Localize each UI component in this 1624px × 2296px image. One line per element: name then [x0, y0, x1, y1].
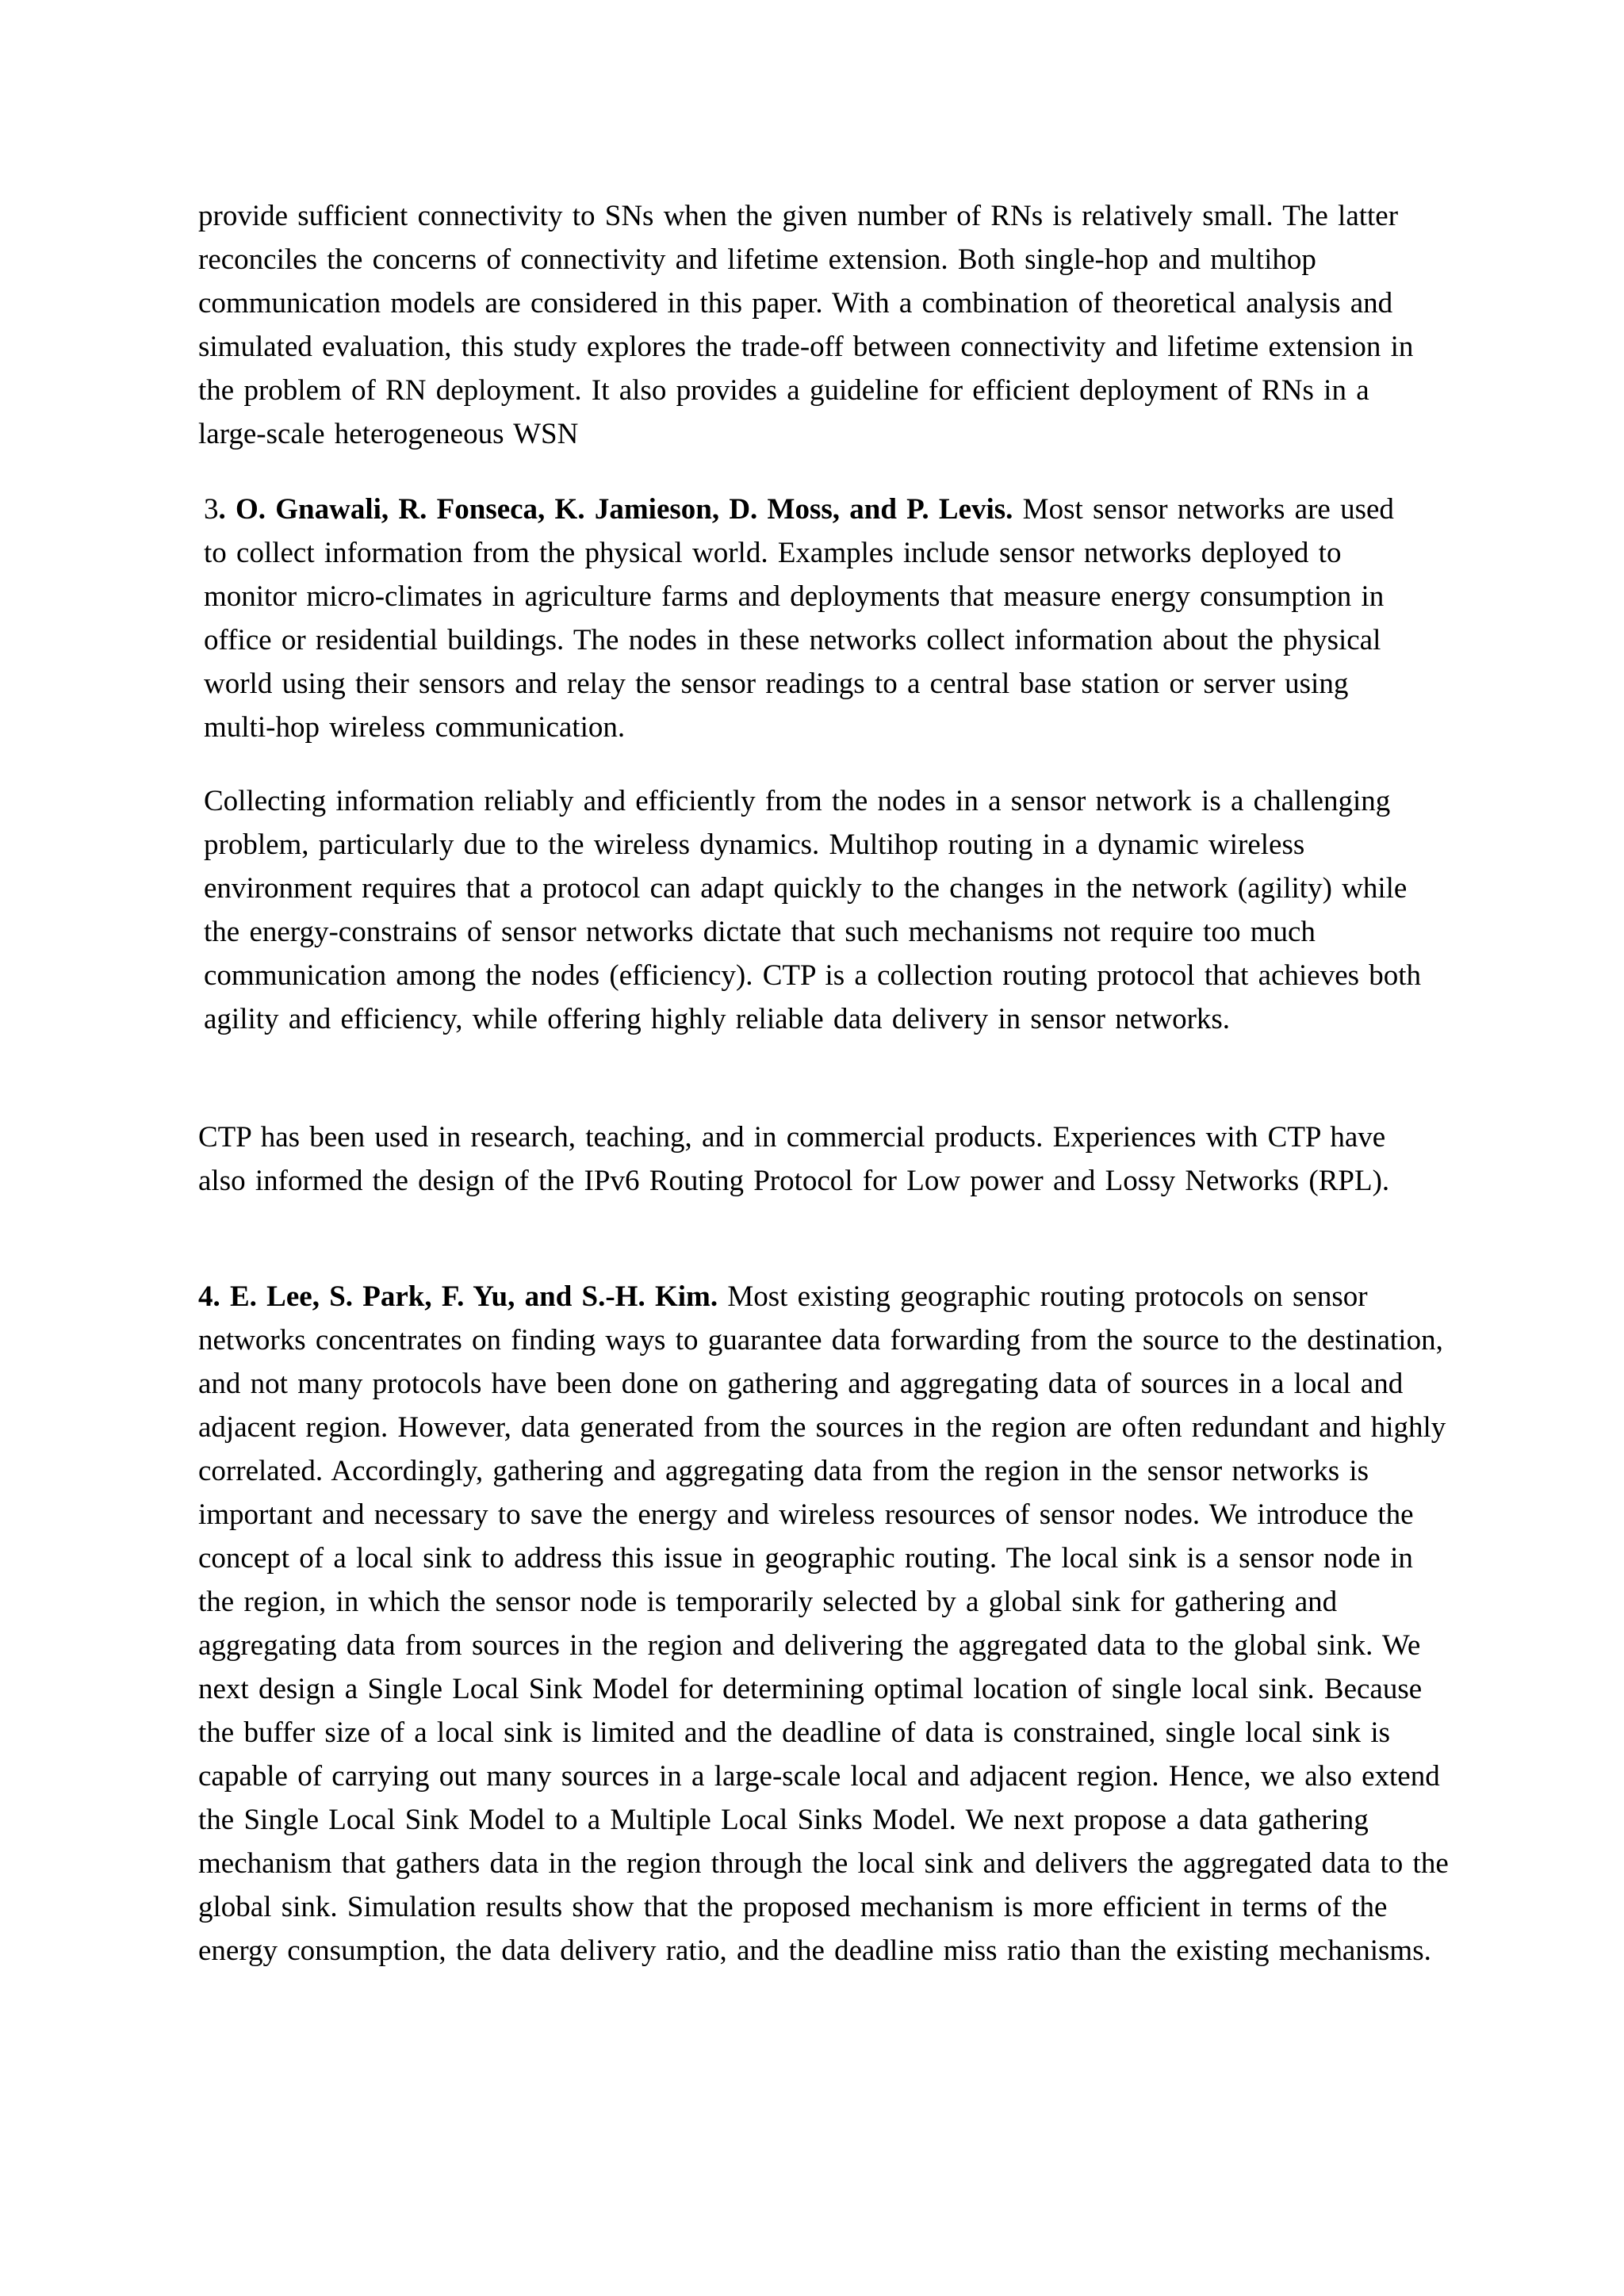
- paragraph-text: provide sufficient connectivity to SNs when the given number of RNs is relatively small. The latter reconciles the concerns of connectivity and lifetime extension. Both single-hop and multihop communication models are considered in this paper. With a combination of theoretical analysis and simulated evaluation, this study explores the trade-off between connectivity and lifetime extension in the problem of RN deployment. It also provides a guideline for efficient deployment of RNs in a large-scale heterogeneous WSN: [198, 200, 1414, 450]
- reference-4-paragraph: [198, 1275, 1451, 1973]
- reference-authors: . O. Gnawali, R. Fonseca, K. Jamieson, D. Moss, and P. Levis.: [218, 493, 1013, 526]
- reference-authors: 4. E. Lee, S. Park, F. Yu, and S.-H. Kim.: [198, 1280, 718, 1313]
- reference-3-paragraph: [204, 488, 1425, 749]
- paragraph-text: Most sensor networks are used to collect information from the physical world. Examples include sensor networks deployed to monitor micro-climates in agriculture farms and deployments that measure energy consumption in office or residential buildings. The nodes in these networks collect information about the physical world using their sensors and relay the sensor readings to a central base station or server using multi-hop wireless communication.: [204, 493, 1394, 744]
- paragraph-rn-deployment: [198, 194, 1435, 456]
- paragraph-text: Most existing geographic routing protocols on sensor networks concentrates on finding ways to guarantee data forwarding from the source to the destination, and not many protocols have been done on gathering and aggregating data of sources in a local and adjacent region. However, data generated from the sources in the region are often redundant and highly correlated. Accordingly, gathering and aggregating data from the region in the sensor networks is important and necessary to save the energy and wireless resources of sensor nodes. We introduce the concept of a local sink to address this issue in geographic routing. The local sink is a sensor node in the region, in which the sensor node is temporarily selected by a global sink for gathering and aggregating data from sources in the region and delivering the aggregated data to the global sink. We next design a Single Local Sink Model for determining optimal location of single local sink. Because the buffer size of a local sink is limited and the deadline of data is constrained, single local sink is capable of carrying out many sources in a large-scale local and adjacent region. Hence, we also extend the Single Local Sink Model to a Multiple Local Sinks Model. We next propose a data gathering mechanism that gathers data in the region through the local sink and delivers the aggregated data to the global sink. Simulation results show that the proposed mechanism is more efficient in terms of the energy consumption, the data delivery ratio, and the deadline miss ratio than the existing mechanisms.: [198, 1280, 1449, 1967]
- paragraph-text: CTP has been used in research, teaching, and in commercial products. Experiences with CTP have also informed the design of the IPv6 Routing Protocol for Low power and Lossy Networks (RPL).: [198, 1121, 1390, 1197]
- reference-number: 3: [204, 493, 219, 526]
- paragraph-text: Collecting information reliably and efficiently from the nodes in a sensor network is a challenging problem, particularly due to the wireless dynamics. Multihop routing in a dynamic wireless environment requires that a protocol can adapt quickly to the changes in the network (agility) while the energy-constrains of sensor networks dictate that such mechanisms not require too much communication among the nodes (efficiency). CTP is a collection routing protocol that achieves both agility and efficiency, while offering highly reliable data delivery in sensor networks.: [204, 785, 1422, 1035]
- paragraph-ctp-usage: [198, 1115, 1419, 1203]
- paragraph-ctp-description: [204, 779, 1425, 1041]
